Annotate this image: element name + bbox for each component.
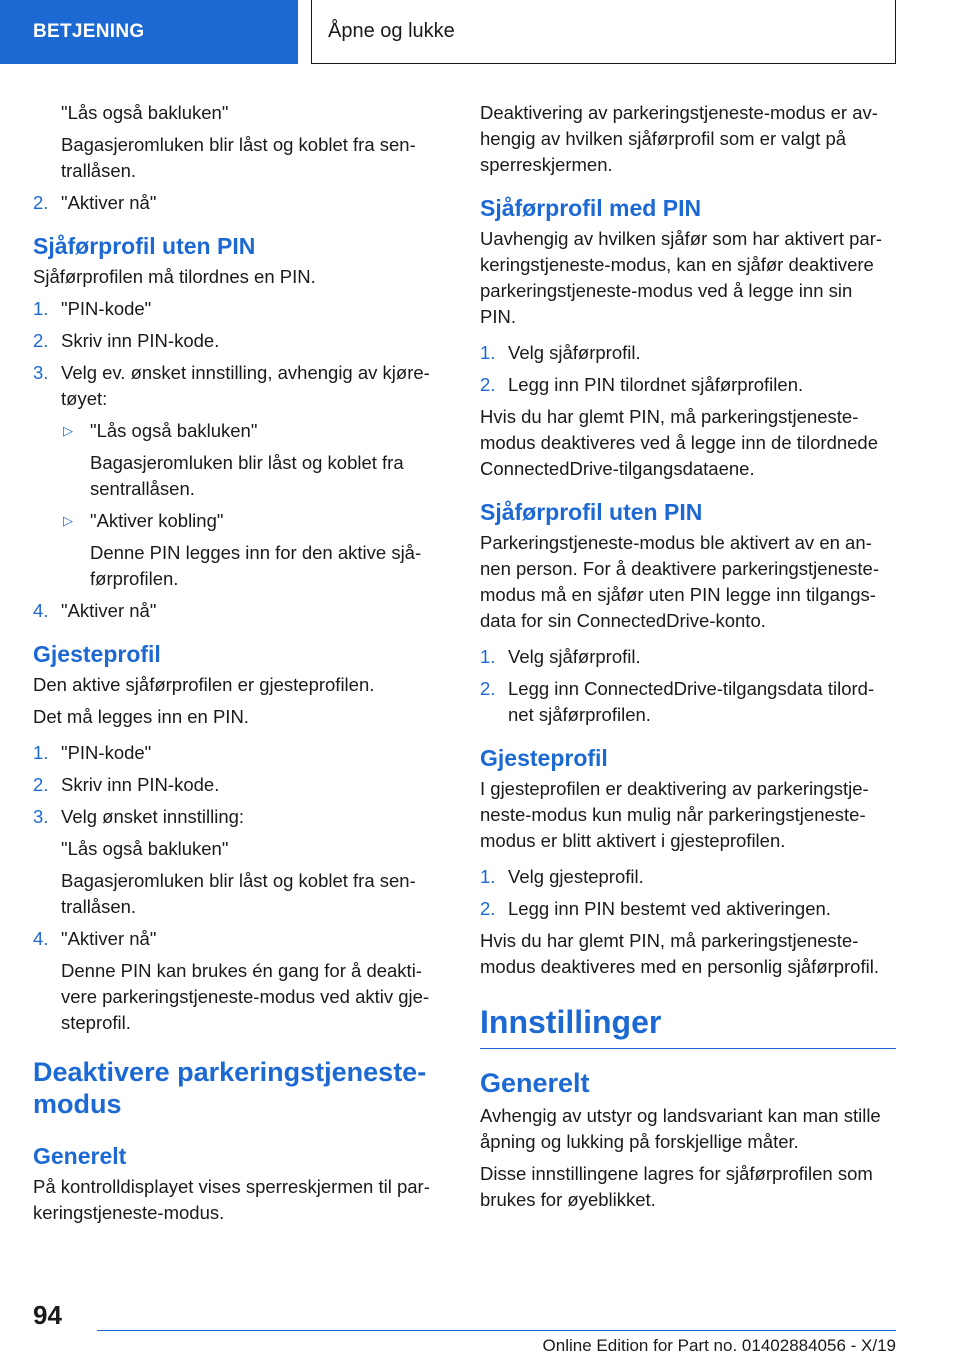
list-item [33,926,449,952]
paragraph: Parkeringstjeneste-modus ble aktivert av en an- nen person. For å deaktivere parkeringstjeneste- modus må en sjåfør uten PIN legge inn tilgangs- data for sin ConnectedDrive-konto. [480,532,879,631]
section-heading-large: Generelt [480,1068,590,1098]
section-heading: Sjåførprofil uten PIN [33,233,256,259]
paragraph: Den aktive sjåførprofilen er gjesteprofilen. [33,674,375,695]
paragraph: Avhengig av utstyr og landsvariant kan man stille åpning og lukking på forskjellige måter. [480,1105,881,1152]
step-text: Legg inn ConnectedDrive-tilgangsdata tilord- net sjåførprofilen. [508,678,875,725]
step-number: 2. [480,678,496,699]
step-text: Velg sjåførprofil. [508,342,641,363]
step-text: Velg ev. ønsket innstilling, avhengig av kjøre- tøyet: [61,362,430,409]
step-number: 2. [33,774,49,795]
step-number: 4. [33,600,49,621]
list-item [33,740,449,766]
chapter-heading: Innstillinger [480,1002,896,1049]
list-item [33,598,449,624]
step-number: 3. [33,362,49,383]
list-item [480,644,896,670]
section-heading: Gjesteprofil [33,641,161,667]
chapter-header [311,0,896,64]
sub-item-desc: Denne PIN legges inn for den aktive sjå- førprofilen. [90,542,422,589]
intro-option-title: "Lås også bakluken" [61,102,229,123]
triangle-bullet-icon: ▷ [63,423,73,438]
section-heading: Sjåførprofil med PIN [480,195,702,221]
list-item [33,804,449,830]
step-number: 2. [480,374,496,395]
intro-option-desc: Bagasjeromluken blir låst og koblet fra sen- trallåsen. [61,134,416,181]
step-text: Legg inn PIN tilordnet sjåførprofilen. [508,374,804,395]
list-item [33,360,449,412]
step-text: Skriv inn PIN-kode. [61,774,220,795]
chapter-title: Åpne og lukke [328,20,455,42]
right-column [480,100,896,1219]
step-number: 1. [33,298,49,319]
section-tab [0,0,298,64]
step-text: Legg inn PIN bestemt ved aktiveringen. [508,898,831,919]
step-text: "Aktiver nå" [61,928,157,949]
edition-note: Online Edition for Part no. 01402884056 - X/19 [542,1336,896,1355]
paragraph: Disse innstillingene lagres for sjåførprofilen som brukes for øyeblikket. [480,1163,873,1210]
list-item [480,864,896,890]
step-number: 1. [480,342,496,363]
paragraph: Det må legges inn en PIN. [33,706,249,727]
list-item [33,296,449,322]
step-number: 2. [33,330,49,351]
step-number: 3. [33,806,49,827]
section-heading: Gjesteprofil [480,745,608,771]
step-text: Skriv inn PIN-kode. [61,330,220,351]
step-number: 4. [33,928,49,949]
list-item [480,340,896,366]
step-number: 1. [480,866,496,887]
option-title: "Lås også bakluken" [61,838,229,859]
step-number: 1. [480,646,496,667]
step-number: 2. [33,192,49,213]
step-text: Velg gjesteprofil. [508,866,644,887]
step-text: "Aktiver nå" [61,600,157,621]
paragraph: Hvis du har glemt PIN, må parkeringstjeneste- modus deaktiveres med en personlig sjåførprofil. [480,930,879,977]
step-number: 2. [480,898,496,919]
sub-item-title: "Lås også bakluken" [90,420,258,441]
footer-divider [97,1330,896,1331]
list-item [33,190,449,216]
paragraph: Sjåførprofilen må tilordnes en PIN. [33,266,316,287]
list-item [480,676,896,728]
section-heading: Generelt [33,1143,127,1169]
list-item [480,372,896,398]
option-desc: Bagasjeromluken blir låst og koblet fra sen- trallåsen. [61,870,416,917]
triangle-bullet-icon: ▷ [63,513,73,528]
step-text: "Aktiver nå" [61,192,157,213]
section-heading: Sjåførprofil uten PIN [480,499,703,525]
section-heading-large: Deaktivere parkeringstjeneste- modus [33,1057,427,1119]
list-item [480,896,896,922]
sub-item-title: "Aktiver kobling" [90,510,224,531]
sub-list-item [33,508,449,534]
list-item [33,772,449,798]
paragraph: På kontrolldisplayet vises sperreskjermen til par- keringstjeneste-modus. [33,1176,430,1223]
step-text: "PIN-kode" [61,298,152,319]
page-number: 94 [33,1300,62,1330]
step-desc: Denne PIN kan brukes én gang for å deakti- vere parkeringstjeneste-modus ved aktiv gje- steprofil. [61,960,430,1033]
paragraph: I gjesteprofilen er deaktivering av parkeringstje- neste-modus kun mulig når parkeringstjeneste- modus er blitt aktivert i gjesteprofilen. [480,778,869,851]
step-text: Velg sjåførprofil. [508,646,641,667]
list-item [33,328,449,354]
section-label: BETJENING [33,21,145,42]
sub-item-desc: Bagasjeromluken blir låst og koblet fra sentrallåsen. [90,452,404,499]
step-text: Velg ønsket innstilling: [61,806,245,827]
step-number: 1. [33,742,49,763]
paragraph: Deaktivering av parkeringstjeneste-modus er av- hengig av hvilken sjåførprofil som er valgt på sperreskjermen. [480,102,878,175]
sub-list-item [33,418,449,444]
step-text: "PIN-kode" [61,742,152,763]
left-column [33,100,449,1232]
paragraph: Uavhengig av hvilken sjåfør som har aktivert par- keringstjeneste-modus, kan en sjåfør deaktivere parkeringstjeneste-modus ved å legge inn sin PIN. [480,228,883,327]
paragraph: Hvis du har glemt PIN, må parkeringstjeneste- modus deaktiveres ved å legge inn de tilordnede ConnectedDrive-tilgangsdataene. [480,406,879,479]
